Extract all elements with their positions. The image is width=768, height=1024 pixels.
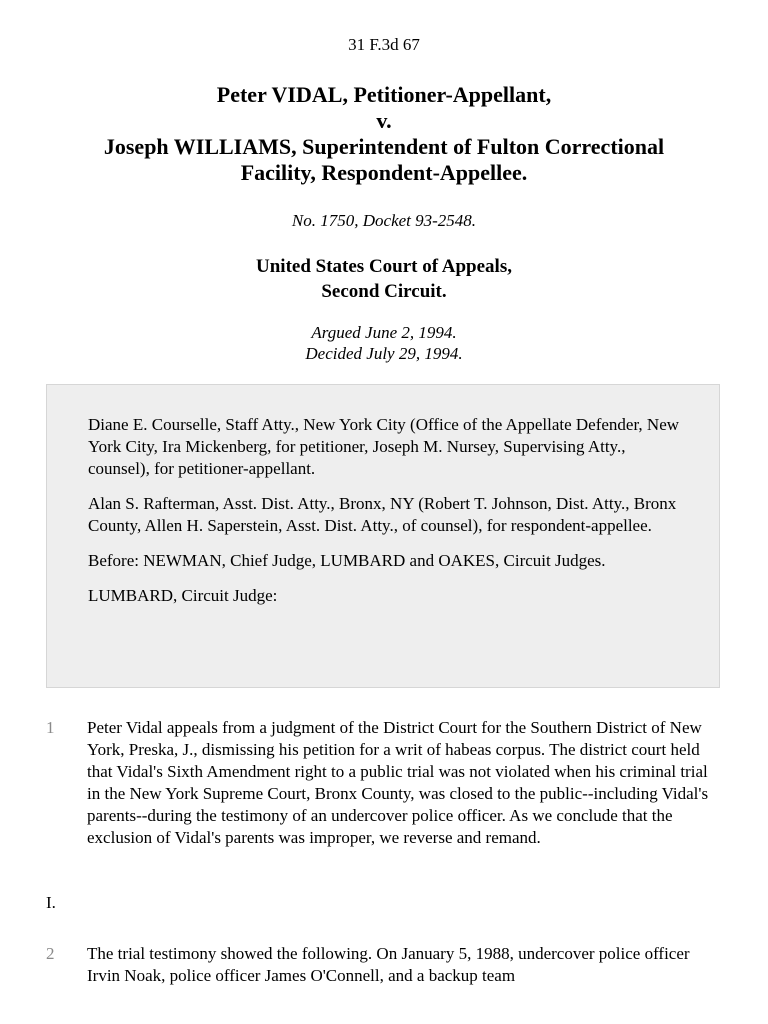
respondent-line-1: Joseph WILLIAMS, Superintendent of Fulton Correctional: [103, 134, 665, 159]
opinion-author: LUMBARD, Circuit Judge:: [88, 586, 278, 605]
petitioner-line: Peter VIDAL, Petitioner-Appellant,: [216, 82, 552, 107]
paragraph-text: Peter Vidal appeals from a judgment of the District Court for the Southern District of New York, Preska, J., dismissing his petition for a writ of habeas corpus. The district court held that Vidal's Sixth Amendment right to a public trial was not violated when his criminal trial in the New York Supreme Court, Bronx County, was closed to the public--including Vidal's parents--during the testimony of an undercover police officer. As we conclude that the exclusion of Vidal's parents was improper, we reverse and remand.: [87, 718, 709, 847]
court-line-1: United States Court of Appeals,: [256, 256, 512, 277]
paragraph-text: The trial testimony showed the following. On January 5, 1988, undercover police officer Irvin Noak, police officer James O'Connell, and a backup team: [87, 944, 690, 985]
respondent-line-2: Facility, Respondent-Appellee.: [240, 160, 528, 185]
versus-line: v.: [376, 108, 392, 133]
case-dates: [0, 322, 768, 364]
decided-date: Decided July 29, 1994.: [305, 344, 463, 363]
court-name: [0, 254, 768, 304]
paragraph-number: 1: [46, 718, 55, 737]
case-citation: 31 F.3d 67: [348, 35, 420, 54]
court-line-2: Second Circuit.: [321, 281, 447, 302]
judicial-panel: Before: NEWMAN, Chief Judge, LUMBARD and OAKES, Circuit Judges.: [88, 551, 606, 570]
counsel-box: [46, 384, 720, 688]
argued-date: Argued June 2, 1994.: [311, 323, 457, 342]
respondent-counsel: Alan S. Rafterman, Asst. Dist. Atty., Bronx, NY (Robert T. Johnson, Dist. Atty., Bronx County, Allen H. Saperstein, Asst. Dist. Atty., of counsel), for respondent-appellee.: [88, 494, 677, 535]
case-caption: [0, 82, 768, 186]
docket-number: No. 1750, Docket 93-2548.: [291, 211, 477, 230]
section-heading: I.: [46, 893, 56, 912]
petitioner-counsel: Diane E. Courselle, Staff Atty., New York City (Office of the Appellate Defender, New York City, Ira Mickenberg, for petitioner, Joseph M. Nursey, Supervising Atty., counsel), for petitioner-appellant.: [88, 415, 680, 478]
paragraph-number: 2: [46, 944, 55, 963]
